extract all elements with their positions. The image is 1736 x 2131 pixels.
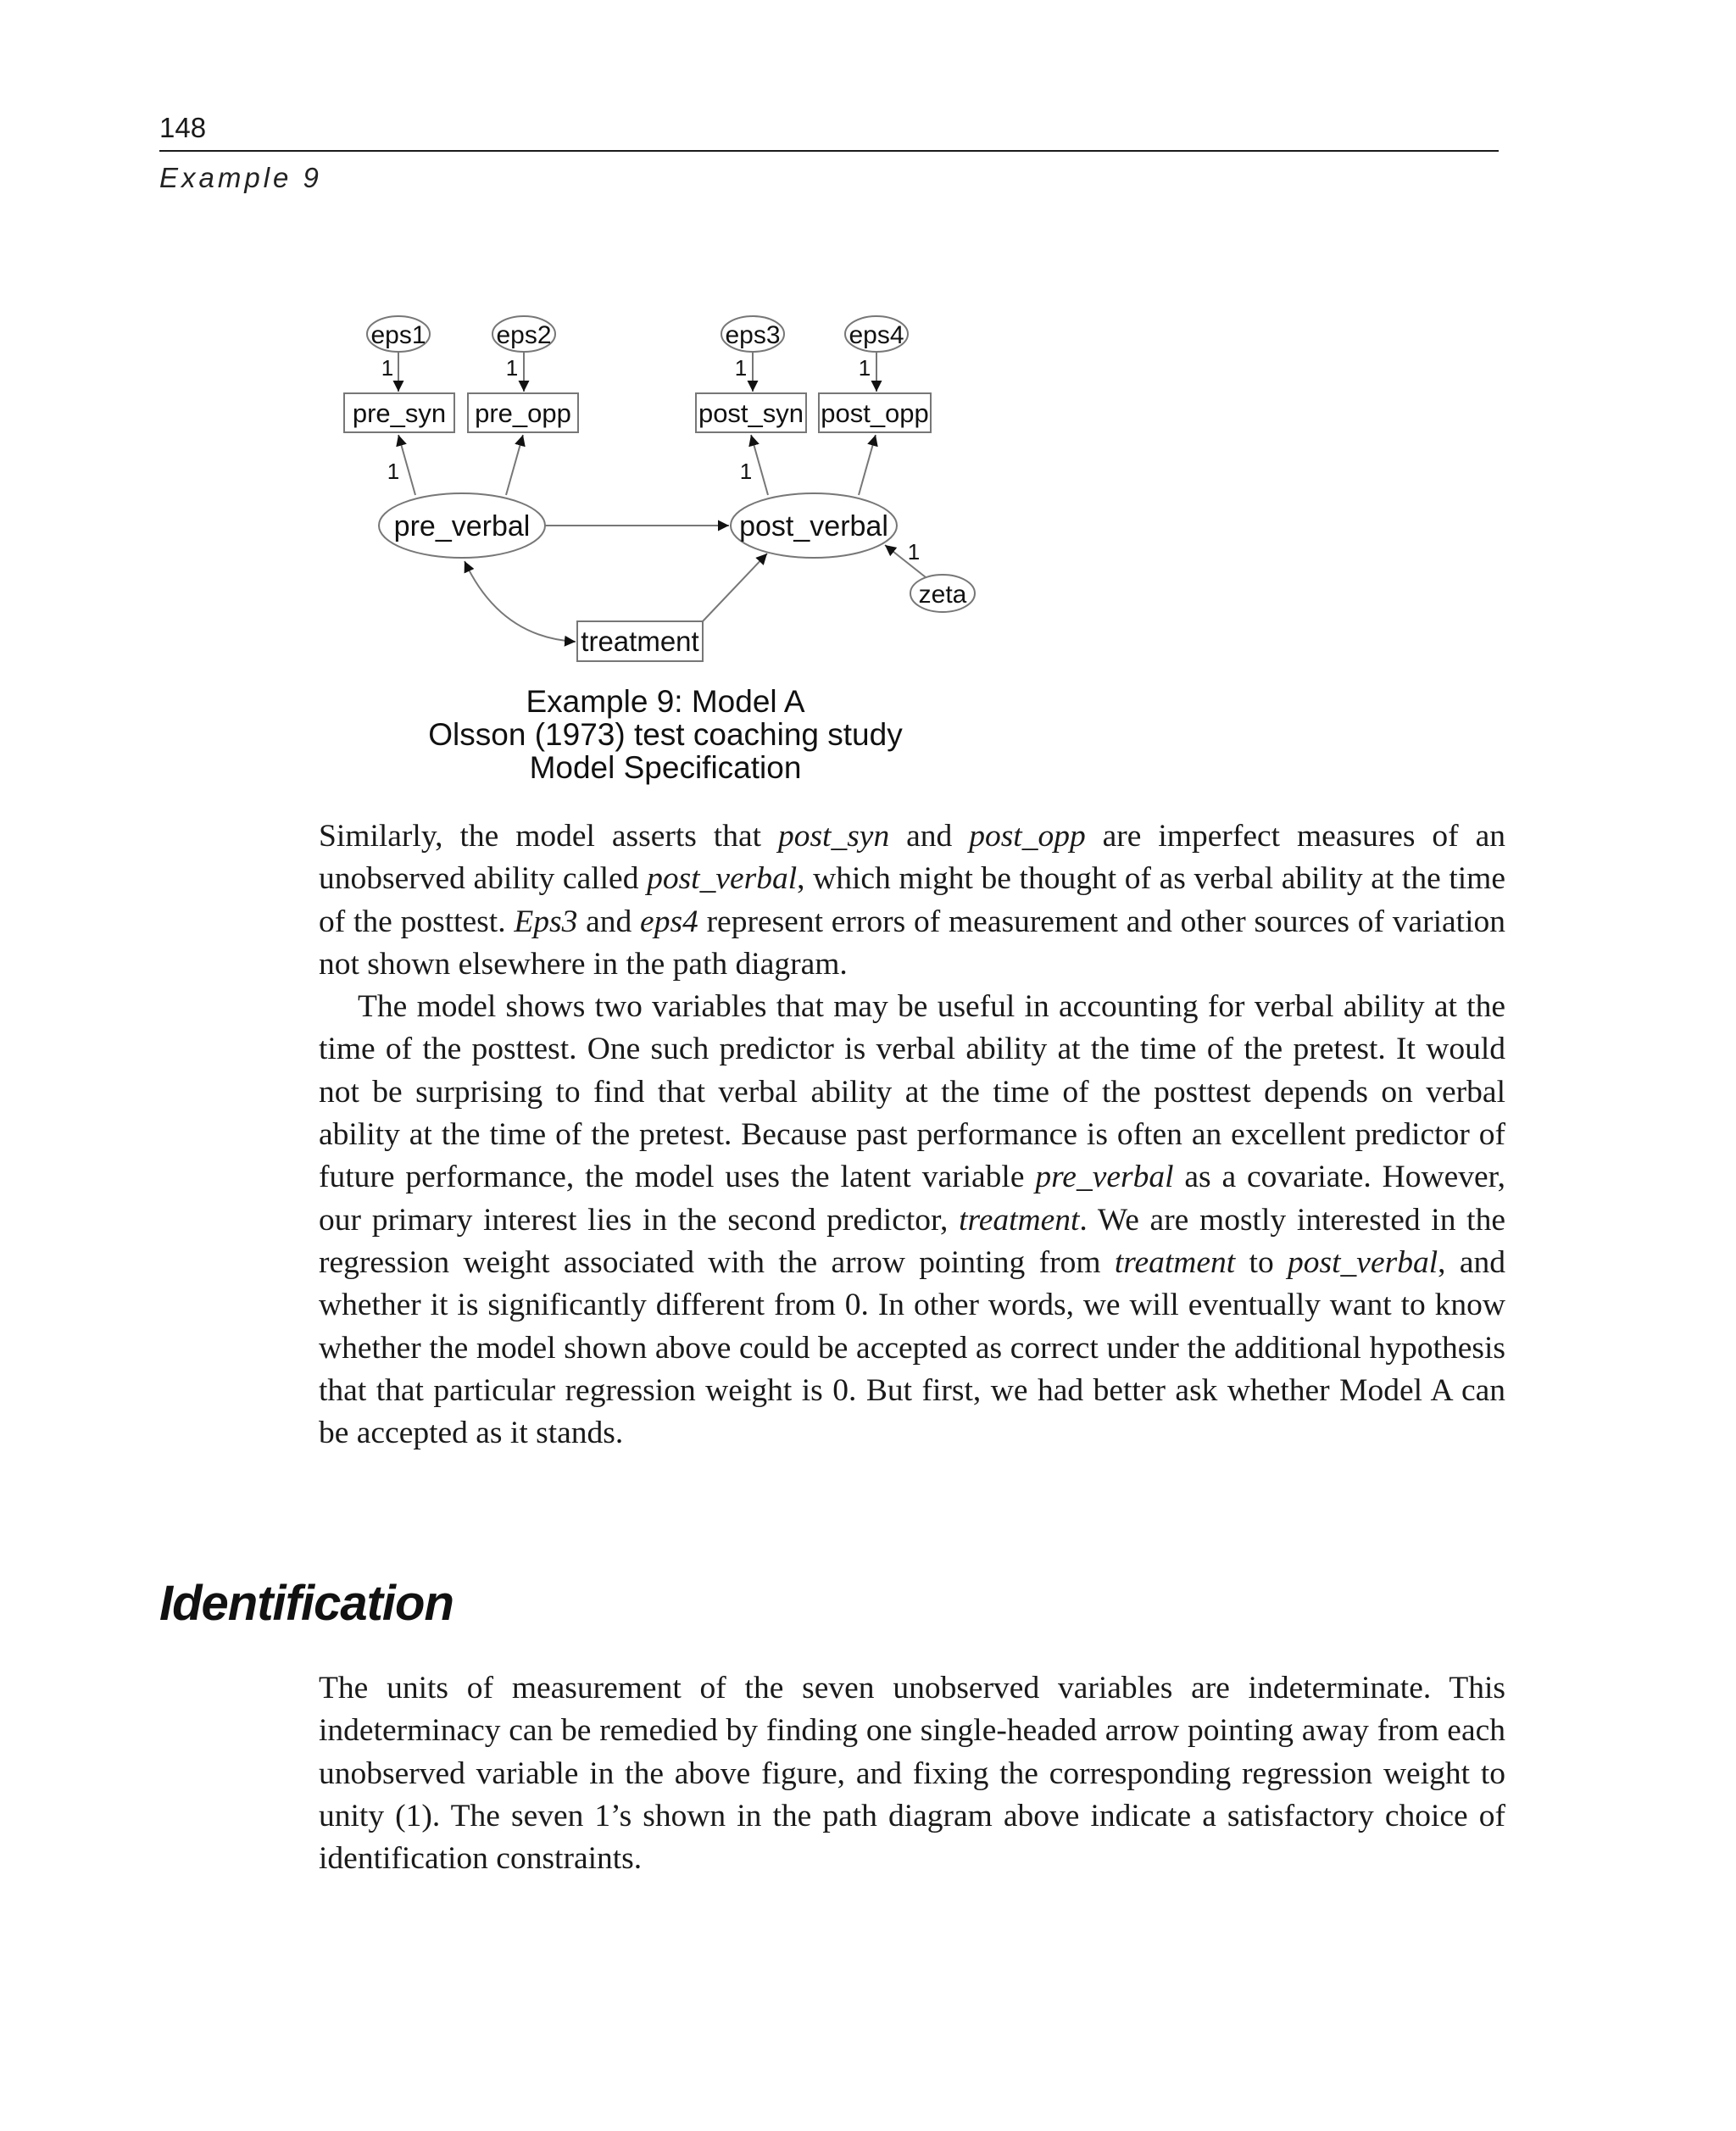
weight-post-verbal-post-syn: 1 xyxy=(739,459,753,484)
caption-line-2: Olsson (1973) test coaching study xyxy=(428,717,903,752)
eps2-label: eps2 xyxy=(496,321,552,349)
text-span: to xyxy=(1235,1244,1288,1280)
italic-term: treatment xyxy=(1114,1244,1236,1280)
paragraph-1 xyxy=(319,815,1505,986)
text-span: and xyxy=(577,904,641,939)
zeta-label: zeta xyxy=(918,581,967,609)
covariance-pre-verbal-treatment xyxy=(465,561,576,642)
italic-term: post_verbal xyxy=(1288,1244,1438,1280)
main-text xyxy=(319,815,1505,1455)
italic-term: post_opp xyxy=(969,819,1086,854)
post-verbal-label: post_verbal xyxy=(739,510,888,542)
post-opp-label: post_opp xyxy=(821,398,929,428)
arrow-post-verbal-post-opp xyxy=(859,435,876,495)
text-span: are imperfect measures of an unobserved ability called xyxy=(319,819,1505,897)
treatment-label: treatment xyxy=(581,626,699,657)
weight-eps1-pre-syn: 1 xyxy=(381,355,394,381)
italic-term: pre_verbal xyxy=(1035,1160,1174,1195)
paragraph-3: The units of measurement of the seven unobserved variables are indeterminate. This indeterminacy can be remedied by finding one single-headed arrow pointing away from each unobserved variable in the above figure, and fixing the corresponding regression weight to unity (1). The seven 1’s shown in the path diagram above indicate a satisfactory choice of identification constraints. xyxy=(319,1671,1505,1877)
pre-syn-label: pre_syn xyxy=(352,398,447,428)
weight-eps3-post-syn: 1 xyxy=(734,355,748,381)
eps1-label: eps1 xyxy=(370,321,426,349)
text-span: . We are mostly interested in the regression weight associated with the arrow pointing from xyxy=(319,1202,1505,1280)
weight-eps4-post-opp: 1 xyxy=(858,355,871,381)
weight-eps2-pre-opp: 1 xyxy=(505,355,519,381)
italic-term: treatment xyxy=(959,1202,1080,1238)
pre-verbal-label: pre_verbal xyxy=(393,510,531,542)
italic-term: post_syn xyxy=(777,819,890,854)
text-span: Similarly, the model asserts that xyxy=(319,819,778,854)
arrow-post-verbal-post-syn xyxy=(751,435,768,495)
text-span: , which might be thought of as verbal ability at the time of the posttest. xyxy=(319,861,1505,939)
text-span: and xyxy=(889,819,970,854)
weight-zeta-post-verbal: 1 xyxy=(907,539,921,565)
paragraph-2 xyxy=(319,986,1505,1455)
weight-pre-verbal-pre-syn: 1 xyxy=(387,459,400,484)
text-span: , and whether it is significantly different from 0. In other words, we will eventually want to know whether the model shown above could be accepted as correct under the additional hypothesis that that particular regression weight is 0. But first, we had better ask whether Model A can be accepted as it stands. xyxy=(319,1244,1505,1451)
running-head: Example 9 xyxy=(159,162,322,193)
italic-term: eps4 xyxy=(640,904,698,939)
figure-caption xyxy=(326,685,1004,784)
page-number: 148 xyxy=(159,112,207,143)
arrow-pre-verbal-pre-opp xyxy=(506,435,523,495)
post-syn-label: post_syn xyxy=(698,398,804,428)
path-diagram-figure xyxy=(0,0,1736,814)
pre-opp-label: pre_opp xyxy=(475,398,571,428)
caption-line-3: Model Specification xyxy=(529,750,802,785)
text-span: The model shows two variables that may be useful in accounting for verbal ability at the time of the posttest. One such predictor is verbal ability at the time of the pretest. It would not be surprising to find that verbal ability at the time of the posttest depends on verbal ability at the time of the pretest. Because past performance is often an excellent predictor of future performance, the model uses the latent variable xyxy=(319,989,1505,1195)
italic-term: Eps3 xyxy=(514,904,578,939)
section-text xyxy=(319,1667,1505,1880)
section-heading: Identification xyxy=(159,1576,453,1631)
caption-line-1: Example 9: Model A xyxy=(526,684,805,719)
arrow-treatment-post-verbal xyxy=(703,554,767,621)
text-span: as a covariate. However, our primary interest lies in the second predictor, xyxy=(319,1160,1505,1238)
eps4-label: eps4 xyxy=(849,321,904,349)
arrow-pre-verbal-pre-syn xyxy=(398,435,415,495)
eps3-label: eps3 xyxy=(725,321,781,349)
italic-term: post_verbal xyxy=(647,861,798,897)
text-span: represent errors of measurement and other sources of variation not shown elsewhere in the path diagram. xyxy=(319,904,1505,982)
